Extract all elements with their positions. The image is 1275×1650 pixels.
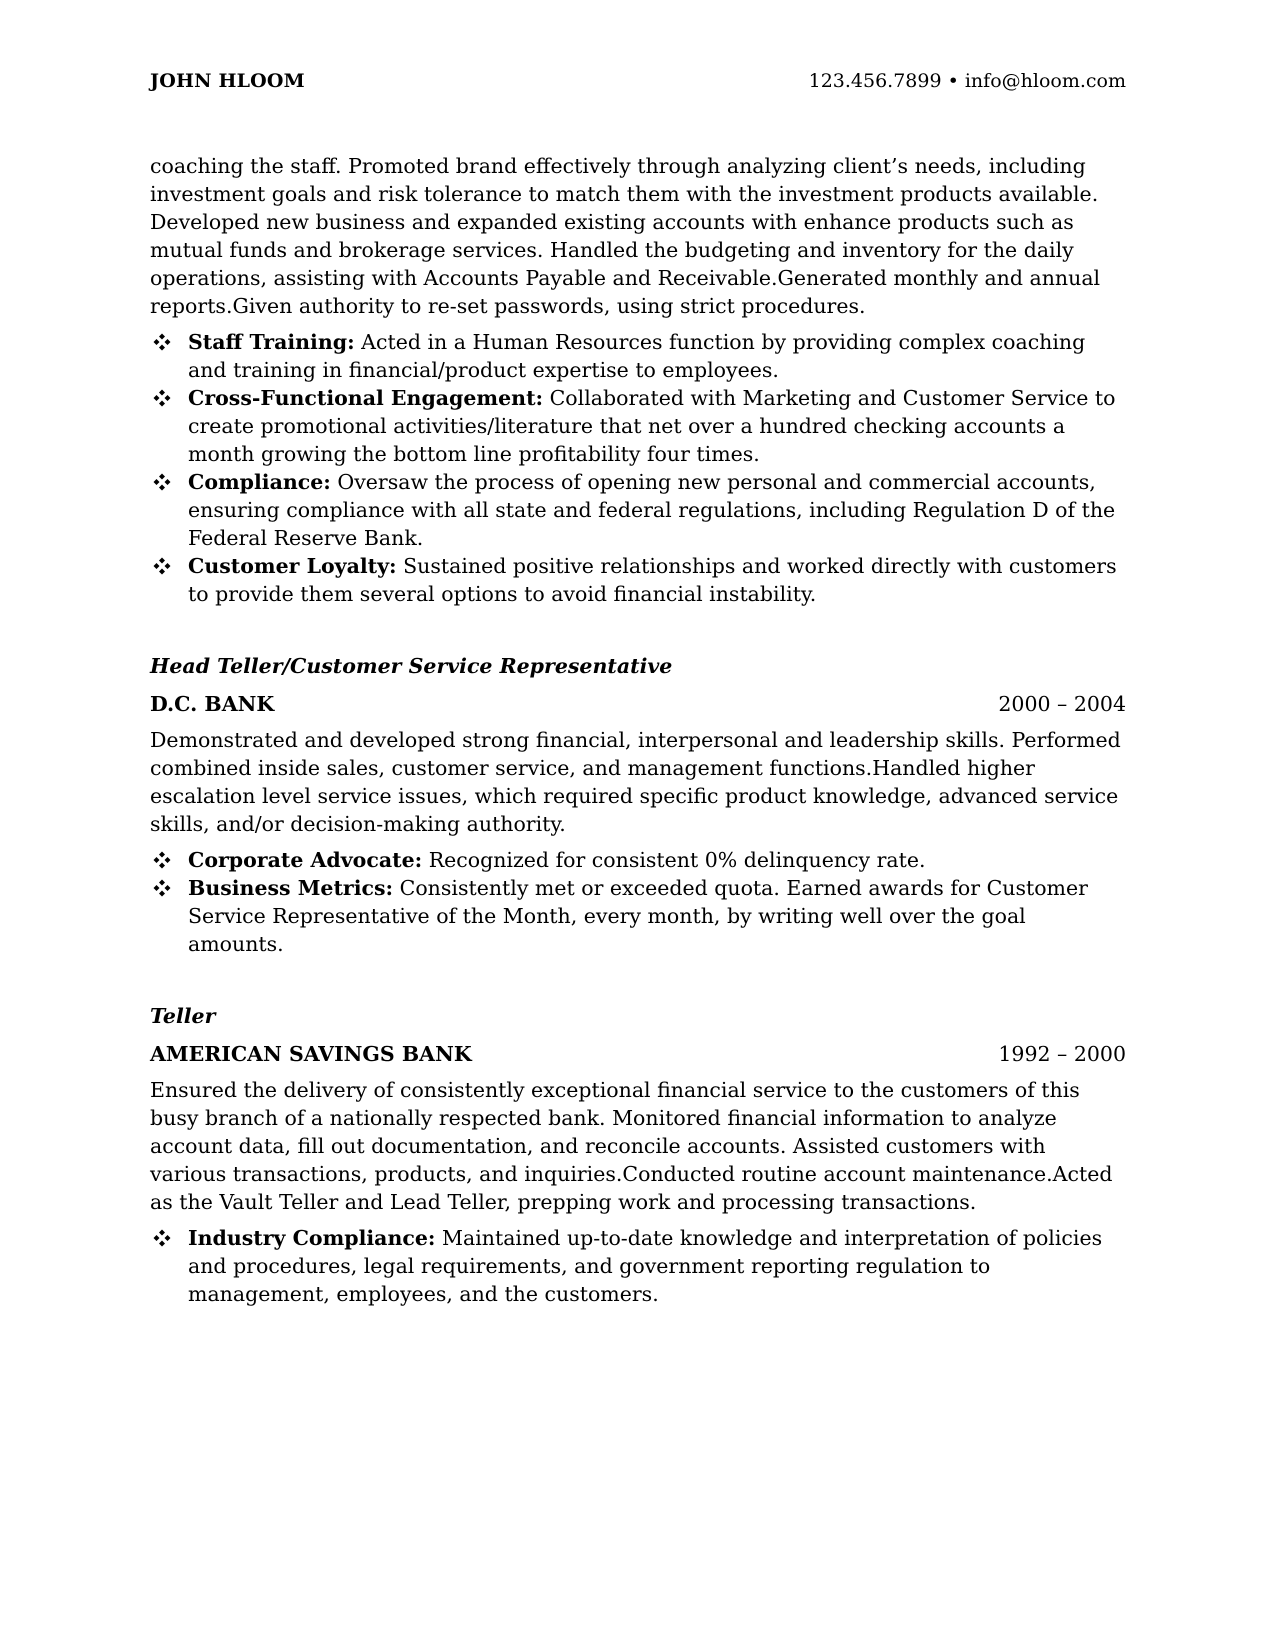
bullet-label: Business Metrics: bbox=[188, 876, 394, 900]
company-name: AMERICAN SAVINGS BANK bbox=[150, 1042, 472, 1066]
bullet-text: Oversaw the process of opening new personal and commercial accounts, ensuring compliance with all state and federal regulations, including Regulation D of the Federal Reserve Bank. bbox=[188, 470, 1116, 550]
resume-header bbox=[150, 70, 1126, 104]
job-section-dc-bank bbox=[150, 652, 1126, 958]
bullet-text: Maintained up-to-date knowledge and interpretation of policies and procedures, legal requirements, and government reporting regulation to management, employees, and the customers. bbox=[188, 1226, 1103, 1306]
intro-paragraph: coaching the staff. Promoted brand effectively through analyzing client’s needs, including investment goals and risk tolerance to match them with the investment products available. Developed new business and expanded existing accounts with enhance products such as mutual funds and brokerage services. Handled the budgeting and inventory for the daily operations, assisting with Accounts Payable and Receivable.Generated monthly and annual reports.Given authority to re-set passwords, using strict procedures. bbox=[150, 154, 1101, 318]
four-diamond-bullet-icon bbox=[150, 552, 174, 580]
bullet-text: Recognized for consistent 0% delinquency rate. bbox=[422, 848, 926, 872]
four-diamond-bullet-icon bbox=[150, 874, 174, 902]
list-item bbox=[150, 328, 1126, 384]
bullet-label: Industry Compliance: bbox=[188, 1226, 436, 1250]
bullet-label: Cross-Functional Engagement: bbox=[188, 386, 544, 410]
bullet-text: Acted in a Human Resources function by providing complex coaching and training in financial/product expertise to employees. bbox=[188, 330, 1086, 382]
list-item bbox=[150, 384, 1126, 468]
four-diamond-bullet-icon bbox=[150, 328, 174, 356]
four-diamond-bullet-icon bbox=[150, 846, 174, 874]
job-dates: 1992 – 2000 bbox=[998, 1042, 1126, 1066]
job-title: Head Teller/Customer Service Representative bbox=[150, 654, 673, 678]
bullet-label: Corporate Advocate: bbox=[188, 848, 423, 872]
bullet-text: Sustained positive relationships and worked directly with customers to provide them several options to avoid financial instability. bbox=[188, 554, 1117, 606]
resume-page bbox=[150, 70, 1126, 1308]
job-company-line bbox=[150, 690, 1126, 718]
list-item bbox=[150, 1224, 1126, 1308]
four-diamond-bullet-icon bbox=[150, 384, 174, 412]
job-summary: Demonstrated and developed strong financial, interpersonal and leadership skills. Performed combined inside sales, customer service, and management functions.Handled higher escalation level service issues, which required specific product knowledge, advanced service skills, and/or decision-making authority. bbox=[150, 728, 1121, 836]
job-title: Teller bbox=[150, 1004, 216, 1028]
four-diamond-bullet-icon bbox=[150, 1224, 174, 1252]
intro-bullet-list bbox=[150, 328, 1126, 608]
list-item bbox=[150, 468, 1126, 552]
job-dates: 2000 – 2004 bbox=[998, 692, 1126, 716]
bullet-label: Customer Loyalty: bbox=[188, 554, 397, 578]
four-diamond-bullet-icon bbox=[150, 468, 174, 496]
job-summary: Ensured the delivery of consistently exceptional financial service to the customers of this busy branch of a nationally respected bank. Monitored financial information to analyze account data, fill out documentation, and reconcile accounts. Assisted customers with various transactions, products, and inquiries.Conducted routine account maintenance.Acted as the Vault Teller and Lead Teller, prepping work and processing transactions. bbox=[150, 1078, 1113, 1214]
applicant-name: JOHN HLOOM bbox=[150, 70, 305, 92]
bullet-label: Staff Training: bbox=[188, 330, 355, 354]
job-bullet-list bbox=[150, 846, 1126, 958]
list-item bbox=[150, 552, 1126, 608]
bullet-label: Compliance: bbox=[188, 470, 331, 494]
job-section-american-savings-bank bbox=[150, 1002, 1126, 1308]
job-bullet-list bbox=[150, 1224, 1126, 1308]
contact-info: 123.456.7899 • info@hloom.com bbox=[808, 70, 1126, 92]
list-item bbox=[150, 874, 1126, 958]
job-company-line bbox=[150, 1040, 1126, 1068]
company-name: D.C. BANK bbox=[150, 692, 275, 716]
bullet-text: Consistently met or exceeded quota. Earned awards for Customer Service Representative of the Month, every month, by writing well over the goal amounts. bbox=[188, 876, 1088, 956]
bullet-text: Collaborated with Marketing and Customer Service to create promotional activities/literature that net over a hundred checking accounts a month growing the bottom line profitability four times. bbox=[188, 386, 1116, 466]
list-item bbox=[150, 846, 1126, 874]
